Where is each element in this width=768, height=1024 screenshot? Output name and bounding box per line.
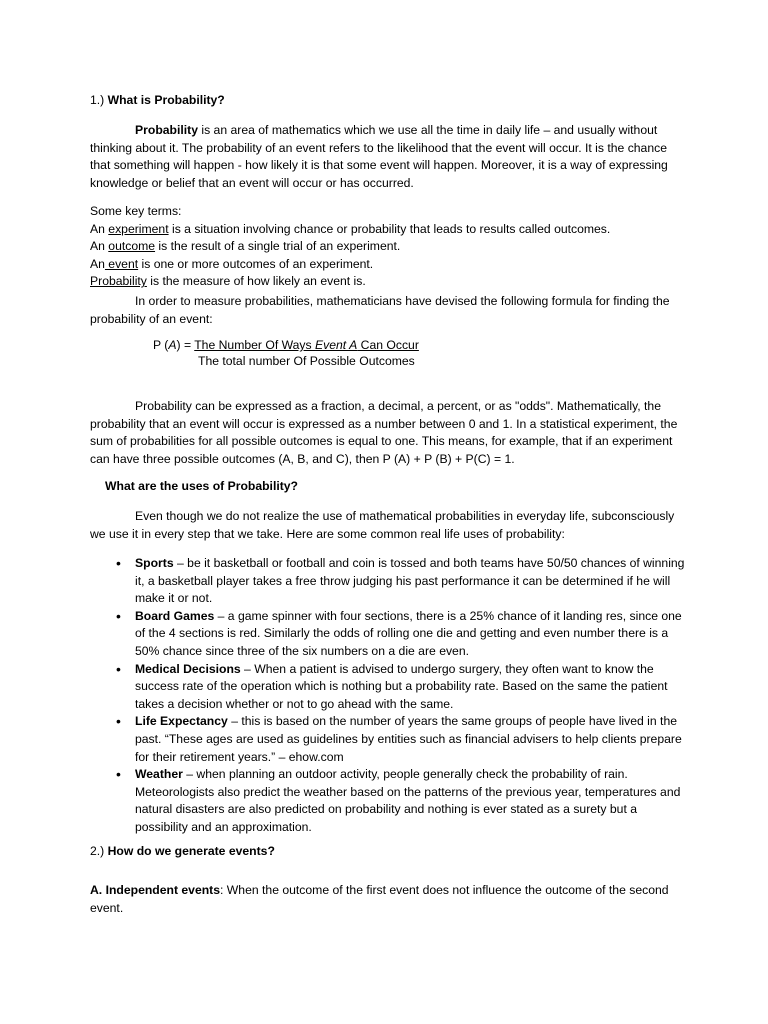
- independent-events-paragraph: A. Independent events: When the outcome of the first event does not influence the outcome of the second event.: [90, 883, 669, 915]
- term-experiment: experiment: [108, 221, 169, 236]
- intro-text: is an area of mathematics which we use all the time in daily life – and usually without thinking about it. The probability of an event refers to the likelihood that the event will occur. It is the chance that something will happen - how likely it is that some event will happen. Moreover, it is a way of expressing knowledge or belief that an event will occur or has occurred.: [90, 123, 668, 190]
- uses-list: [90, 555, 690, 837]
- term-outcome: outcome: [108, 239, 156, 254]
- expressed-paragraph: Probability can be expressed as a fraction, a decimal, a percent, or as "odds". Mathematically, the probability that an event will occur is expressed as a number between 0 and 1. In a statistical experiment, the sum of probabilities for all possible outcomes is equal to one. This means, for example, that if an experiment can have three possible outcomes (A, B, and C), then P (A) + P (B) + P(C) = 1.: [90, 399, 678, 466]
- formula-numerator: The Number Of Ways Event A Can Occur: [194, 338, 419, 352]
- list-item: • Sports – be it basketball or football and coin is tossed and both teams have 50/50 chances of winning it, a basketball player takes a free throw judging his past performance it can be determined if he will make it or not.: [116, 555, 685, 606]
- key-term-experiment: An experiment is a situation involving chance or probability that leads to results called outcomes.: [90, 221, 611, 236]
- bullet-icon: •: [116, 555, 121, 571]
- uses-intro: Even though we do not realize the use of mathematical probabilities in everyday life, subconsciously we use it in every step that we take. Here are some common real life uses of probability:: [90, 509, 675, 541]
- bullet-icon: •: [116, 660, 121, 677]
- independent-events-term: A. Independent events: [90, 883, 221, 897]
- list-item: • Weather – when planning an outdoor activity, people generally check the probability of rain. Meteorologists also predict the weather based on the patterns of the previous year, temperatures and natural disasters are also predicted on probability and nothing is ever stated as a surety but a possibility and an approximation.: [116, 766, 681, 834]
- intro-term: Probability: [135, 123, 198, 137]
- term-probability: Probability: [90, 274, 147, 289]
- bullet-icon: •: [116, 607, 121, 624]
- probability-formula: [153, 337, 419, 369]
- uses-heading: What are the uses of Probability?: [105, 479, 299, 493]
- formula-numerator-line: P (A) = The Number Of Ways Event A Can Occur: [153, 338, 419, 352]
- key-terms-heading: Some key terms:: [90, 204, 182, 218]
- list-item: • Life Expectancy – this is based on the number of years the same groups of people have lived in the past. “These ages are used as guidelines by entities such as financial advisers to help clients prepare for their retirement years.” – ehow.com: [116, 713, 682, 764]
- measure-paragraph: In order to measure probabilities, mathematicians have devised the following formula for finding the probability of an event:: [90, 294, 670, 326]
- list-item: • Medical Decisions – When a patient is advised to undergo surgery, they often want to know the success rate of the operation which is nothing but a probability rate. Based on the same the patient takes a decision whether or not to go ahead with the same.: [116, 660, 668, 711]
- key-term-outcome: An outcome is the result of a single trial of an experiment.: [90, 239, 401, 254]
- question-1-heading: [90, 92, 690, 110]
- bullet-icon: •: [116, 766, 121, 783]
- intro-paragraph: [90, 122, 690, 192]
- key-term-probability: Probability is the measure of how likely an event is.: [90, 274, 366, 289]
- bullet-icon: •: [116, 713, 121, 730]
- key-term-event: An event is one or more outcomes of an experiment.: [90, 256, 374, 271]
- question-2-heading: 2.) How do we generate events?: [90, 844, 275, 858]
- question-title: What is Probability?: [107, 93, 225, 107]
- term-event: event: [104, 256, 139, 271]
- key-terms: [90, 203, 690, 291]
- formula-denominator: The total number Of Possible Outcomes: [198, 354, 415, 368]
- list-item: • Board Games – a game spinner with four sections, there is a 25% chance of it landing res, since one of the 4 sections is red. Similarly the odds of rolling one die and getting and even number there is a 50% chance since three of the six numbers on a die are even.: [116, 607, 682, 658]
- question-number: 1.): [90, 93, 108, 107]
